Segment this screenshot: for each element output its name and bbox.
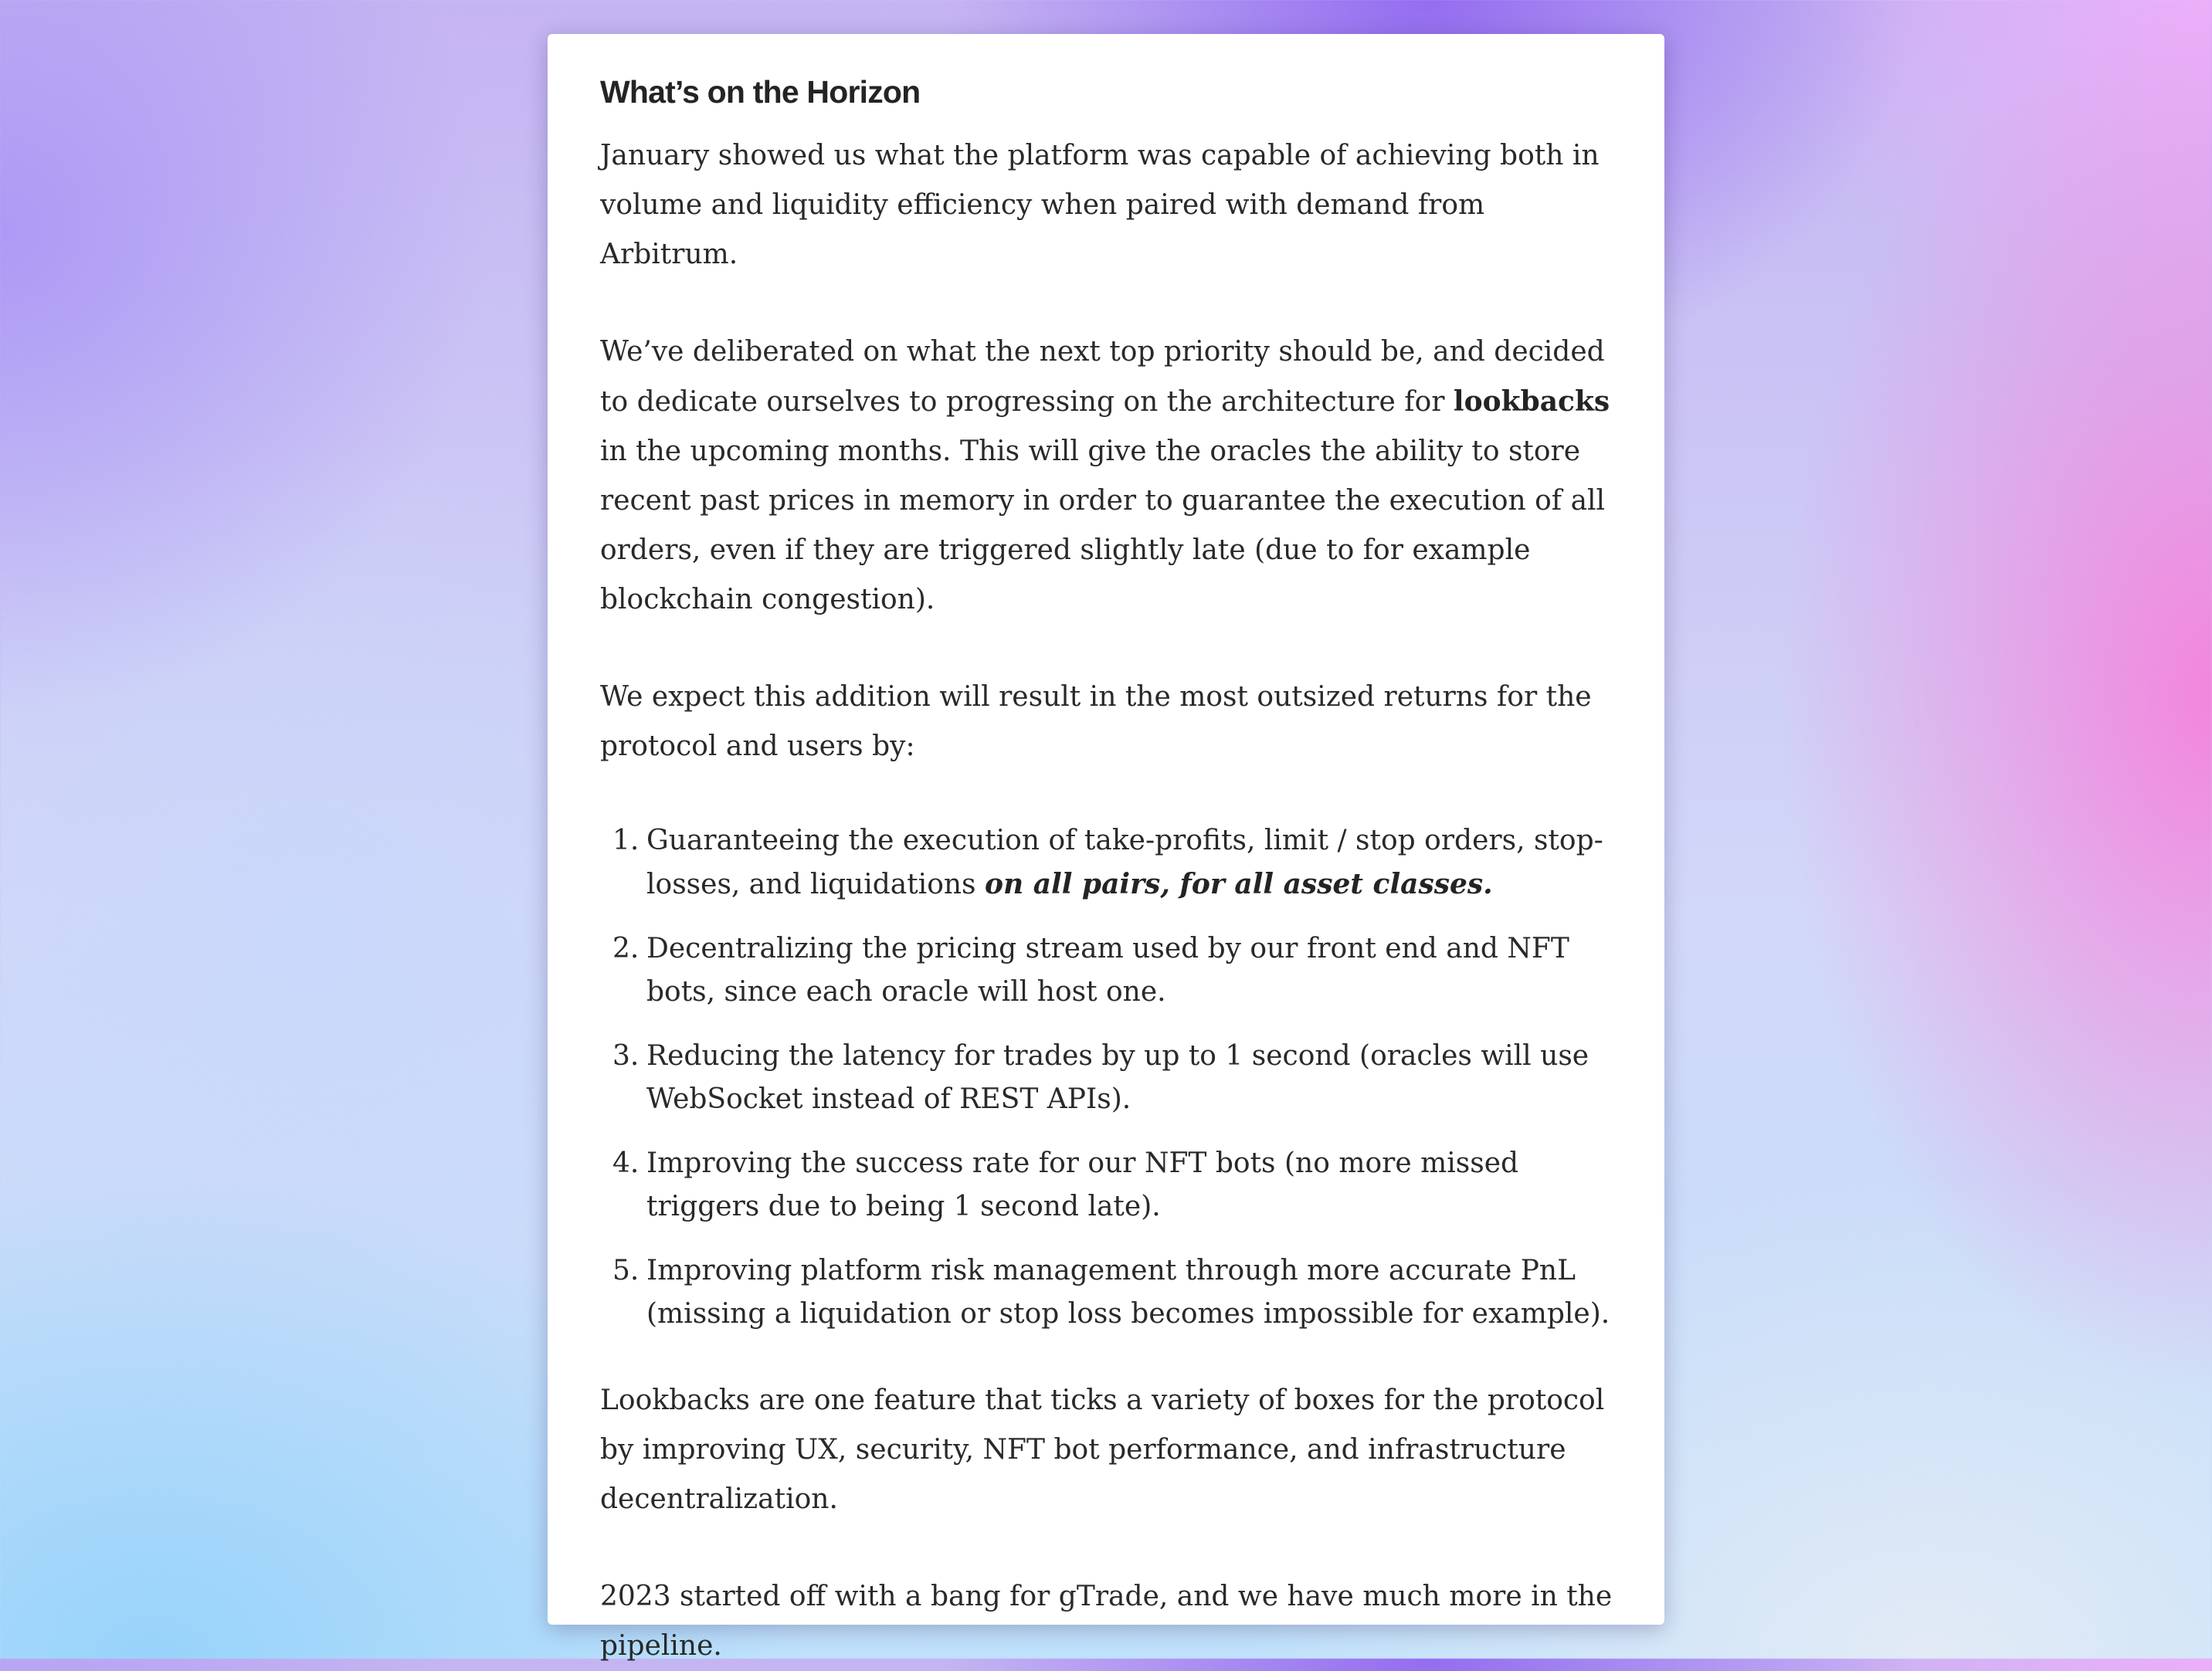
list-item <box>612 819 1618 907</box>
list-item-number: 3. <box>612 1040 640 1072</box>
list-item <box>612 1249 1618 1336</box>
list-item-text: Reducing the latency for trades by up to 1 second (oracles will use WebSocket instead of REST APIs). <box>646 1040 1589 1115</box>
paragraph-priority <box>600 327 1618 625</box>
list-item <box>612 1142 1618 1229</box>
section-heading: What’s on the Horizon <box>600 74 921 110</box>
list-item-number: 2. <box>612 933 640 964</box>
list-item-number: 1. <box>612 825 640 856</box>
list-item-emphasis: on all pairs, for all asset classes. <box>984 868 1493 900</box>
list-item-text: Improving the success rate for our NFT bots (no more missed triggers due to being 1 second late). <box>646 1147 1519 1222</box>
article-card <box>548 34 1664 1662</box>
list-item <box>612 1035 1618 1121</box>
list-item-text: Guaranteeing the execution of take-profits, limit / stop orders, stop-losses, and liquidations <box>646 825 1603 900</box>
paragraph-priority-text-start: We’ve deliberated on what the next top priority should be, and decided to dedicate ourselves to progressing on the architecture for <box>600 336 1605 418</box>
article-body <box>600 131 1618 1671</box>
paragraph-expectation: We expect this addition will result in the most outsized returns for the protocol and users by: <box>600 681 1592 762</box>
list-item-text: Improving platform risk management through more accurate PnL (missing a liquidation or stop loss becomes impossible for example). <box>646 1255 1610 1330</box>
benefits-list <box>600 819 1618 1336</box>
list-item <box>612 927 1618 1014</box>
paragraph-closing: 2023 started off with a bang for gTrade, and we have much more in the pipeline. <box>600 1581 1613 1662</box>
paragraph-intro: January showed us what the platform was capable of achieving both in volume and liquidity efficiency when paired with demand from Arbitrum. <box>600 140 1600 270</box>
list-item-number: 4. <box>612 1147 640 1179</box>
list-item-number: 5. <box>612 1255 640 1286</box>
paragraph-summary: Lookbacks are one feature that ticks a variety of boxes for the protocol by improving UX, security, NFT bot performance, and infrastructure decentralization. <box>600 1385 1605 1515</box>
list-item-text: Decentralizing the pricing stream used by our front end and NFT bots, since each oracle will host one. <box>646 933 1569 1008</box>
lookbacks-bold-term: lookbacks <box>1453 385 1610 418</box>
paragraph-priority-text-end: in the upcoming months. This will give the oracles the ability to store recent past prices in memory in order to guarantee the execution of all orders, even if they are triggered slightly late (due to for example blockchain congestion). <box>600 436 1606 615</box>
